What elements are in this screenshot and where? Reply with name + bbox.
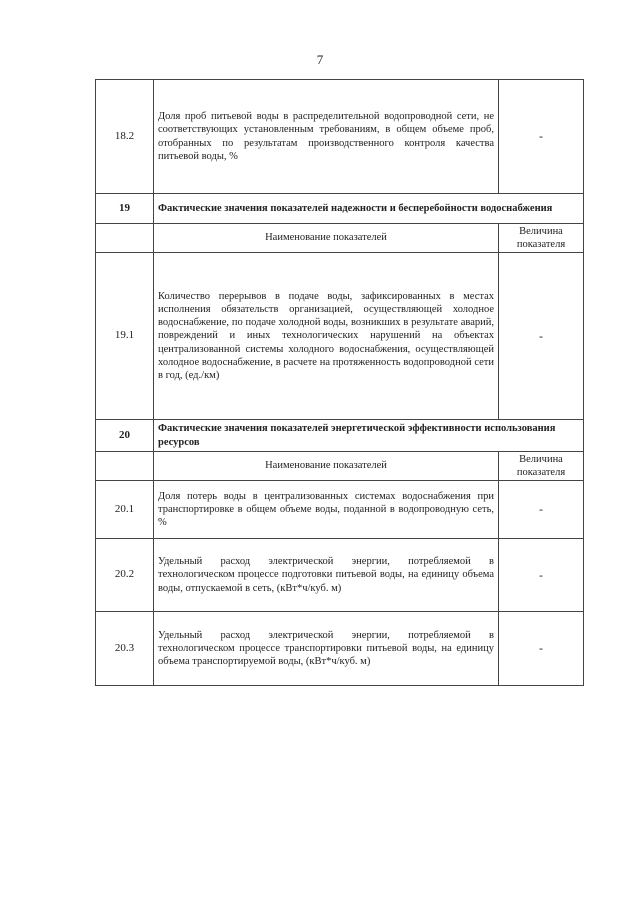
table-row <box>96 481 584 539</box>
indicator-description: Количество перерывов в подаче воды, зафиксированных в местах исполнения обязательств организацией, осуществляющей холодное водоснабжение, по подаче холодной воды, возникших в результате аварий, повреждений и иных технологических нарушений на объектах централизованной системы холодного водоснабжения, осуществляющей холодное водоснабжение, в расчете на протяженность водопроводной сети в год, (ед./км) <box>154 253 499 420</box>
column-header-name: Наименование показателей <box>154 224 499 253</box>
section-number: 19 <box>96 194 154 224</box>
section-title: Фактические значения показателей энергетической эффективности использования ресурсов <box>154 420 584 452</box>
column-header-value: Величина показателя <box>499 224 584 253</box>
column-header-name: Наименование показателей <box>154 452 499 481</box>
indicator-value: - <box>499 481 584 539</box>
indicator-value: - <box>499 80 584 194</box>
row-number: 20.2 <box>96 539 154 612</box>
section-number: 20 <box>96 420 154 452</box>
row-number: 20.3 <box>96 612 154 686</box>
table-row <box>96 612 584 686</box>
table-row <box>96 539 584 612</box>
indicator-description: Доля проб питьевой воды в распределительной водопроводной сети, не соответствующих установленным требованиям, в общем объеме проб, отобранных по результатам производственного контроля качества питьевой воды, % <box>154 80 499 194</box>
indicator-description: Доля потерь воды в централизованных системах водоснабжения при транспортировке в общем объеме воды, поданной в водопроводную сеть, % <box>154 481 499 539</box>
column-header-row <box>96 224 584 253</box>
row-number: 19.1 <box>96 253 154 420</box>
empty-cell <box>96 224 154 253</box>
column-header-row <box>96 452 584 481</box>
section-header-row <box>96 194 584 224</box>
section-header-row <box>96 420 584 452</box>
row-number: 18.2 <box>96 80 154 194</box>
indicator-description: Удельный расход электрической энергии, потребляемой в технологическом процессе подготовки питьевой воды, на единицу объема воды, отпускаемой в сеть, (кВт*ч/куб. м) <box>154 539 499 612</box>
table-row <box>96 80 584 194</box>
indicator-value: - <box>499 253 584 420</box>
page-number: 7 <box>316 52 324 67</box>
indicator-value: - <box>499 539 584 612</box>
row-number: 20.1 <box>96 481 154 539</box>
table-row <box>96 253 584 420</box>
indicator-description: Удельный расход электрической энергии, потребляемой в технологическом процессе транспортировки питьевой воды, на единицу объема транспортируемой воды, (кВт*ч/куб. м) <box>154 612 499 686</box>
empty-cell <box>96 452 154 481</box>
column-header-value: Величина показателя <box>499 452 584 481</box>
section-title: Фактические значения показателей надежности и бесперебойности водоснабжения <box>154 194 584 224</box>
indicators-table <box>95 79 584 686</box>
indicator-value: - <box>499 612 584 686</box>
